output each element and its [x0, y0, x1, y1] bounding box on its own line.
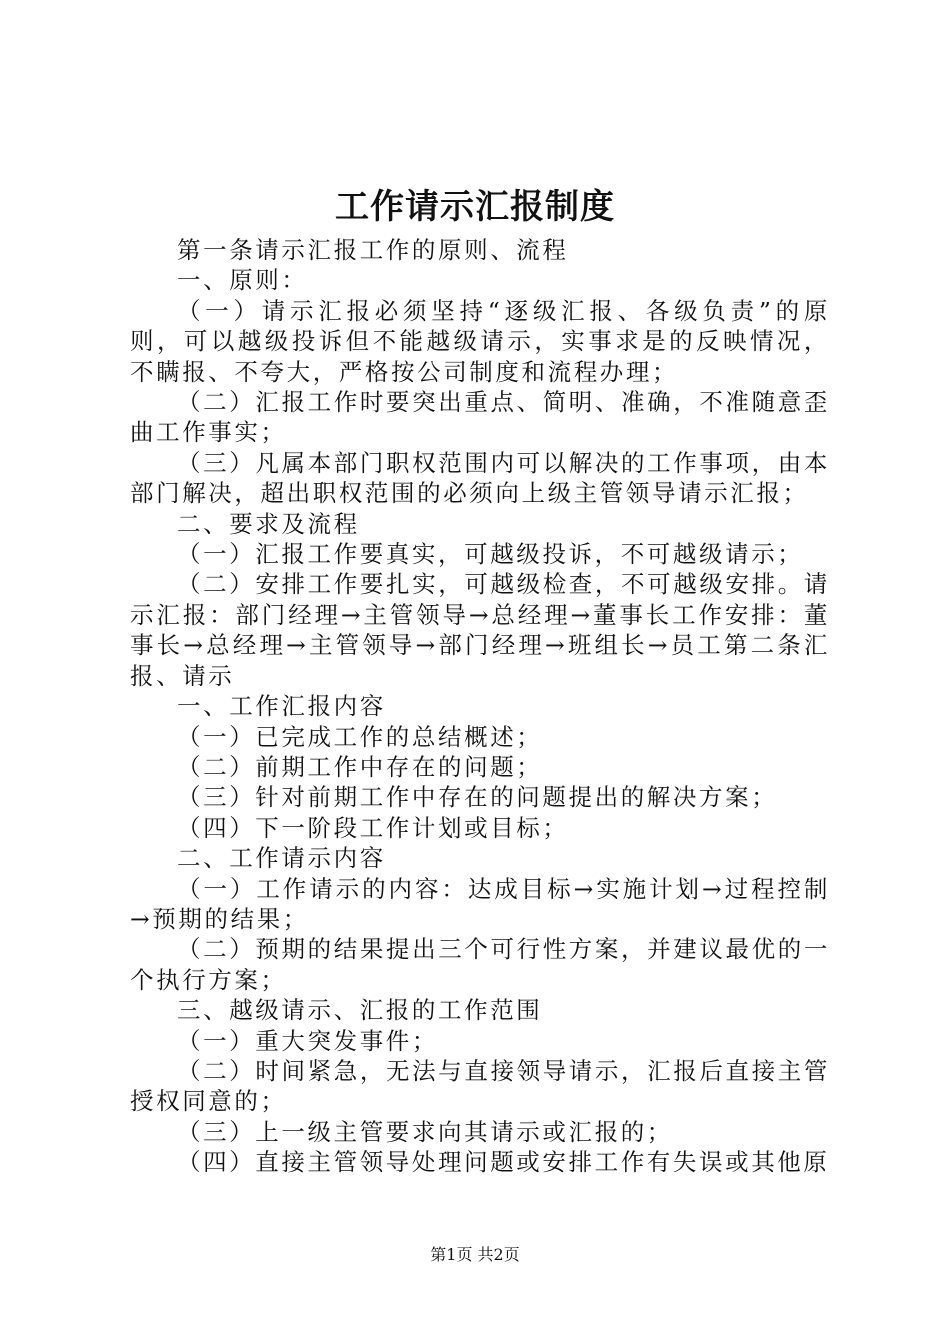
paragraph: （三）上一级主管要求向其请示或汇报的；: [177, 1117, 673, 1146]
paragraph: （一）重大突发事件；: [177, 1026, 438, 1055]
paragraph: 二、要求及流程: [177, 509, 360, 538]
paragraph: 二、工作请示内容: [177, 844, 386, 873]
paragraph: 三、越级请示、汇报的工作范围: [177, 996, 543, 1025]
paragraph: （二）预期的结果提出三个可行性方案，并建议最优的一个执行方案；: [130, 935, 830, 994]
paragraph: （一）汇报工作要真实，可越级投诉，不可越级请示；: [177, 540, 804, 569]
paragraph: （三）凡属本部门职权范围内可以解决的工作事项，由本部门解决，超出职权范围的必须向上级主管领导请示汇报；: [130, 448, 830, 508]
paragraph: 第一条请示汇报工作的原则、流程: [177, 236, 569, 264]
paragraph: （四）直接主管领导处理问题或安排工作有失误或其他原: [177, 1148, 830, 1177]
paragraph: （二）汇报工作时要突出重点、简明、准确，不准随意歪曲工作事实；: [130, 388, 830, 447]
paragraph: 一、工作汇报内容: [177, 692, 386, 721]
paragraph: （一）已完成工作的总结概述；: [177, 722, 543, 751]
paragraph: （一）请示汇报必须坚持“逐级汇报、各级负责”的原则，可以越级投诉但不能越级请示，实事求是的反映情况，不瞒报、不夸大，严格按公司制度和流程办理；: [130, 296, 830, 386]
paragraph: （四）下一阶段工作计划或目标；: [177, 813, 569, 842]
paragraph: （二）时间紧急，无法与直接领导请示，汇报后直接主管授权同意的；: [130, 1056, 830, 1116]
paragraph: （一）工作请示的内容：达成目标→实施计划→过程控制→预期的结果；: [130, 874, 830, 933]
paragraph: （二）前期工作中存在的问题；: [177, 752, 543, 781]
paragraph: 一、原则：: [177, 266, 308, 295]
paragraph: （二）安排工作要扎实，可越级检查，不可越级安排。请示汇报：部门经理→主管领导→总经理→董事长工作安排：董事长→总经理→主管领导→部门经理→班组长→员工第二条汇报、请示: [130, 570, 830, 690]
paragraph: （三）针对前期工作中存在的问题提出的解决方案；: [177, 783, 778, 812]
document-title: 工作请示汇报制度: [335, 187, 615, 227]
page-footer: 第1页 共2页: [430, 1245, 520, 1264]
document-body: [130, 235, 830, 1178]
